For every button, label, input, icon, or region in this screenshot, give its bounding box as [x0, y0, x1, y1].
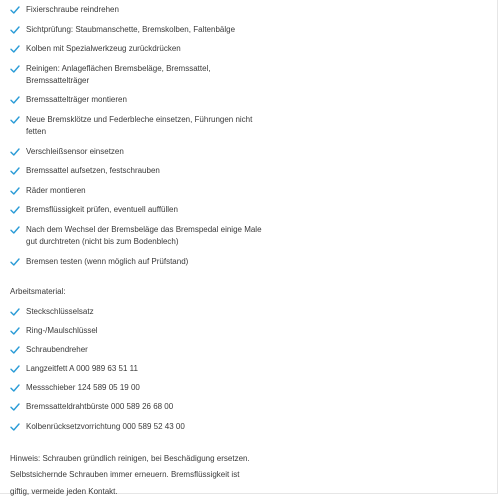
material-text: Steckschlüsselsatz — [26, 306, 94, 316]
step-text: Sichtprüfung: Staubmanschette, Bremskolben, Faltenbälge — [26, 24, 236, 34]
list-item — [10, 363, 266, 375]
list-item — [10, 306, 266, 318]
list-item — [10, 421, 266, 433]
checkmark-icon — [10, 25, 20, 35]
checkmark-icon — [10, 307, 20, 317]
materials-list — [10, 306, 497, 433]
list-item — [10, 114, 266, 138]
step-text: Bremsflüssigkeit prüfen, eventuell auffüllen — [26, 205, 178, 215]
list-item — [10, 43, 266, 55]
checkmark-icon — [10, 44, 20, 54]
list-item — [10, 185, 266, 197]
checkmark-icon — [10, 95, 20, 105]
step-text: Bremsen testen (wenn möglich auf Prüfstand) — [26, 256, 189, 266]
material-text: Langzeitfett A 000 989 63 51 11 — [26, 364, 138, 374]
checkmark-icon — [10, 345, 20, 355]
list-item — [10, 344, 266, 356]
checkmark-icon — [10, 205, 20, 215]
list-item — [10, 146, 266, 158]
checkmark-icon — [10, 326, 20, 336]
checkmark-icon — [10, 257, 20, 267]
step-text: Bremssattel aufsetzen, festschrauben — [26, 166, 160, 176]
step-text: Neue Bremsklötze und Federbleche einsetzen, Führungen nicht fetten — [26, 114, 253, 136]
list-item — [10, 224, 266, 248]
list-item — [10, 325, 266, 337]
list-item — [10, 256, 266, 268]
materials-heading: Arbeitsmaterial: — [10, 286, 66, 296]
checkmark-icon — [10, 422, 20, 432]
step-text: Reinigen: Anlageflächen Bremsbeläge, Bremssattel, Bremssattelträger — [26, 63, 211, 85]
list-item — [10, 4, 266, 16]
step-text: Räder montieren — [26, 185, 86, 195]
step-text: Bremssattelträger montieren — [26, 95, 127, 105]
list-item — [10, 382, 266, 394]
list-item — [10, 401, 266, 413]
material-text: Kolbenrücksetzvorrichtung 000 589 52 43 00 — [26, 421, 185, 431]
material-text: Messschieber 124 589 05 19 00 — [26, 383, 140, 393]
checkmark-icon — [10, 5, 20, 15]
list-item — [10, 165, 266, 177]
steps-list — [10, 4, 497, 268]
material-text: Schraubendreher — [26, 344, 88, 354]
step-text: Kolben mit Spezialwerkzeug zurückdrücken — [26, 44, 181, 54]
checkmark-icon — [10, 186, 20, 196]
checkmark-icon — [10, 115, 20, 125]
checkmark-icon — [10, 364, 20, 374]
checkmark-icon — [10, 402, 20, 412]
list-item — [10, 63, 266, 87]
checkmark-icon — [10, 225, 20, 235]
list-item — [10, 204, 266, 216]
checkmark-icon — [10, 64, 20, 74]
list-item — [10, 24, 266, 36]
checkmark-icon — [10, 383, 20, 393]
list-item — [10, 94, 266, 106]
material-text: Bremssatteldrahtbürste 000 589 26 68 00 — [26, 402, 174, 412]
checkmark-icon — [10, 147, 20, 157]
step-text: Verschleißsensor einsetzen — [26, 146, 124, 156]
step-text: Nach dem Wechsel der Bremsbeläge das Bremspedal einige Male gut durchtreten (nicht bis zum Bodenblech) — [26, 224, 262, 246]
material-text: Ring-/Maulschlüssel — [26, 325, 98, 335]
checkmark-icon — [10, 166, 20, 176]
step-text: Fixierschraube reindrehen — [26, 5, 119, 14]
safety-note: Hinweis: Schrauben gründlich reinigen, bei Beschädigung ersetzen. Selbstsichernde Schrauben immer erneuern. Bremsflüssigkeit ist giftig, vermeide jeden Kontakt. — [10, 453, 250, 496]
